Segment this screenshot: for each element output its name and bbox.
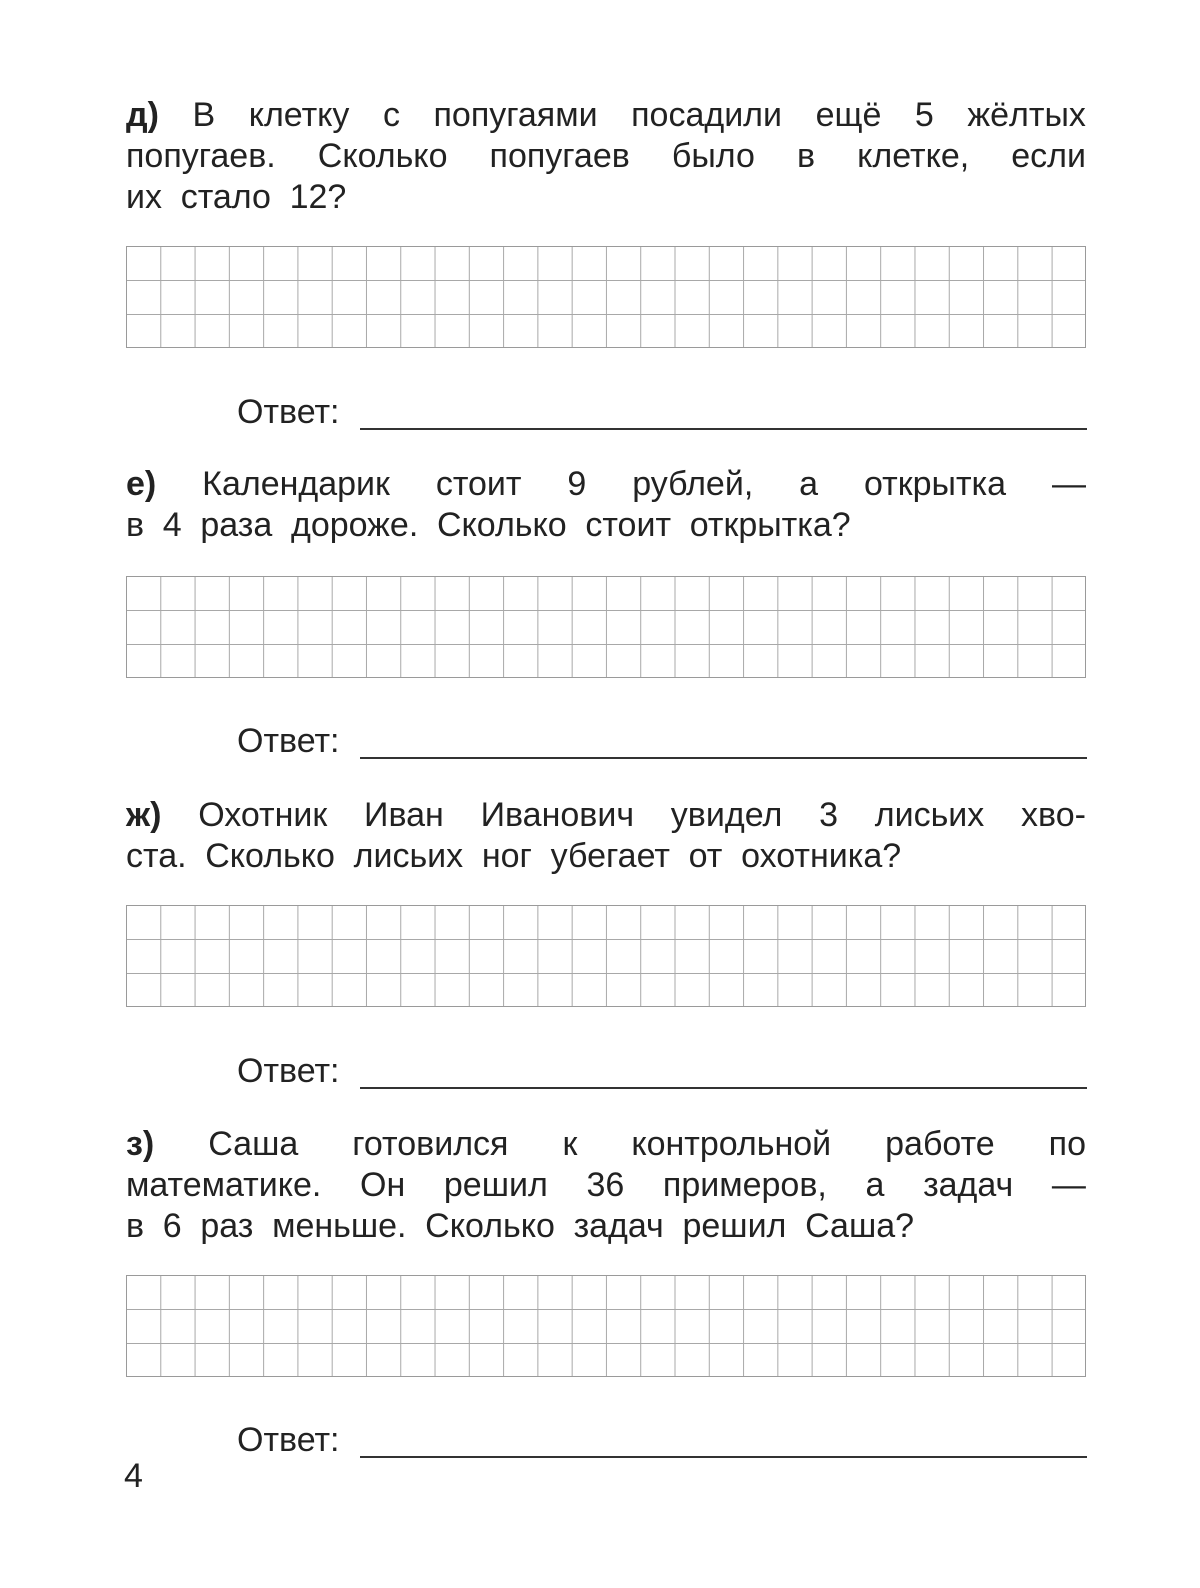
problem-word: стоит	[585, 506, 672, 544]
problem-letter: з)	[126, 1125, 155, 1163]
problem-word: задач	[573, 1207, 664, 1245]
problem-word: раз	[200, 1207, 254, 1245]
problem-word: В	[192, 96, 216, 134]
problem-word: 3	[819, 796, 838, 834]
problem-letter: ж)	[126, 796, 162, 834]
problem-word: решил	[443, 1166, 548, 1204]
problem-line	[126, 464, 1086, 505]
problem-word: а	[865, 1166, 885, 1204]
answer-grid-zh[interactable]	[126, 905, 1086, 1007]
problem-line	[126, 795, 1086, 836]
problem-letter: д)	[126, 96, 159, 134]
problem-word: готовился	[352, 1125, 509, 1163]
answer-line-e[interactable]	[360, 756, 1088, 759]
answer-label: Ответ:	[237, 722, 340, 760]
problem-word: —	[1051, 1166, 1086, 1204]
answer-label: Ответ:	[237, 1052, 340, 1090]
answer-line-z[interactable]	[360, 1455, 1088, 1458]
problem-word: убегает	[550, 837, 670, 875]
problem-word: математике.	[126, 1166, 322, 1204]
problem-word: ног	[481, 837, 532, 875]
problem-word: задач	[923, 1166, 1014, 1204]
problem-word: Иванович	[480, 796, 635, 834]
problem-word: работе	[885, 1125, 995, 1163]
answer-row-z	[237, 1416, 1087, 1460]
problem-word: посадили	[631, 96, 783, 134]
answer-line-zh[interactable]	[360, 1086, 1088, 1089]
answer-label: Ответ:	[237, 1421, 340, 1459]
problem-letter: е)	[126, 465, 157, 503]
problem-word: а	[799, 465, 819, 503]
problem-word: Сколько	[205, 837, 335, 875]
problem-word: Охотник	[198, 796, 328, 834]
problem-z	[126, 1124, 1086, 1247]
answer-grid-e[interactable]	[126, 576, 1086, 678]
problem-line	[126, 1165, 1086, 1206]
problem-line	[126, 136, 1086, 177]
answer-row-e	[237, 717, 1087, 761]
problem-word: решил	[682, 1207, 787, 1245]
problem-word: хво-	[1021, 796, 1086, 834]
problem-word: Сколько	[436, 506, 567, 544]
problem-line	[126, 177, 1086, 218]
problem-word: Саша?	[805, 1207, 915, 1245]
problem-word: Календарик	[202, 465, 390, 503]
answer-label: Ответ:	[237, 393, 340, 431]
problem-word: клетке,	[857, 137, 970, 175]
problem-word: к	[562, 1125, 578, 1163]
problem-word: лисьих	[874, 796, 985, 834]
problem-word: 36	[586, 1166, 625, 1204]
problem-word: с	[382, 96, 400, 134]
problem-word: было	[671, 137, 755, 175]
problem-e	[126, 464, 1086, 546]
problem-word: 5	[914, 96, 934, 134]
problem-word: лисьих	[353, 837, 464, 875]
problem-zh	[126, 795, 1086, 877]
problem-word: дороже.	[290, 506, 419, 544]
answer-row-d	[237, 388, 1087, 432]
problem-word: рублей,	[632, 465, 754, 503]
page-number: 4	[124, 1457, 143, 1495]
problem-word: от	[688, 837, 723, 875]
problem-word: попугаев	[489, 137, 630, 175]
problem-word: Он	[360, 1166, 406, 1204]
problem-word: 12?	[289, 178, 347, 216]
problem-word: по	[1048, 1125, 1086, 1163]
problem-word: увидел	[670, 796, 783, 834]
problem-d	[126, 95, 1086, 218]
problem-word: Сколько	[425, 1207, 555, 1245]
problem-line	[126, 1124, 1086, 1165]
answer-grid-z[interactable]	[126, 1275, 1086, 1377]
problem-word: открытка?	[689, 506, 851, 544]
problem-line	[126, 1206, 1086, 1247]
problem-word: их	[126, 178, 162, 216]
problem-word: клетку	[248, 96, 350, 134]
problem-line	[126, 95, 1086, 136]
problem-word: попугаями	[433, 96, 598, 134]
answer-line-d[interactable]	[360, 427, 1088, 430]
problem-word: ещё	[815, 96, 882, 134]
problem-word: Сколько	[317, 137, 448, 175]
answer-grid-d[interactable]	[126, 246, 1086, 348]
problem-word: в	[126, 506, 145, 544]
problem-word: меньше.	[272, 1207, 407, 1245]
problem-word: жёлтых	[967, 96, 1086, 134]
problem-line	[126, 505, 1086, 546]
problem-word: стало	[180, 178, 271, 216]
problem-word: Саша	[208, 1125, 299, 1163]
problem-word: в	[126, 1207, 145, 1245]
answer-row-zh	[237, 1047, 1087, 1091]
problem-word: ста.	[126, 837, 187, 875]
problem-word: 4	[162, 506, 182, 544]
problem-word: если	[1011, 137, 1086, 175]
problem-word: 9	[567, 465, 587, 503]
problem-word: 6	[162, 1207, 182, 1245]
problem-word: открытка	[864, 465, 1007, 503]
problem-word: —	[1051, 465, 1086, 503]
problem-word: стоит	[435, 465, 522, 503]
problem-word: Иван	[364, 796, 444, 834]
problem-word: примеров,	[662, 1166, 827, 1204]
problem-word: попугаев.	[126, 137, 276, 175]
problem-line	[126, 836, 1086, 877]
problem-word: контрольной	[631, 1125, 832, 1163]
problem-word: раза	[200, 506, 273, 544]
problem-word: охотника?	[741, 837, 902, 875]
problem-word: в	[797, 137, 816, 175]
